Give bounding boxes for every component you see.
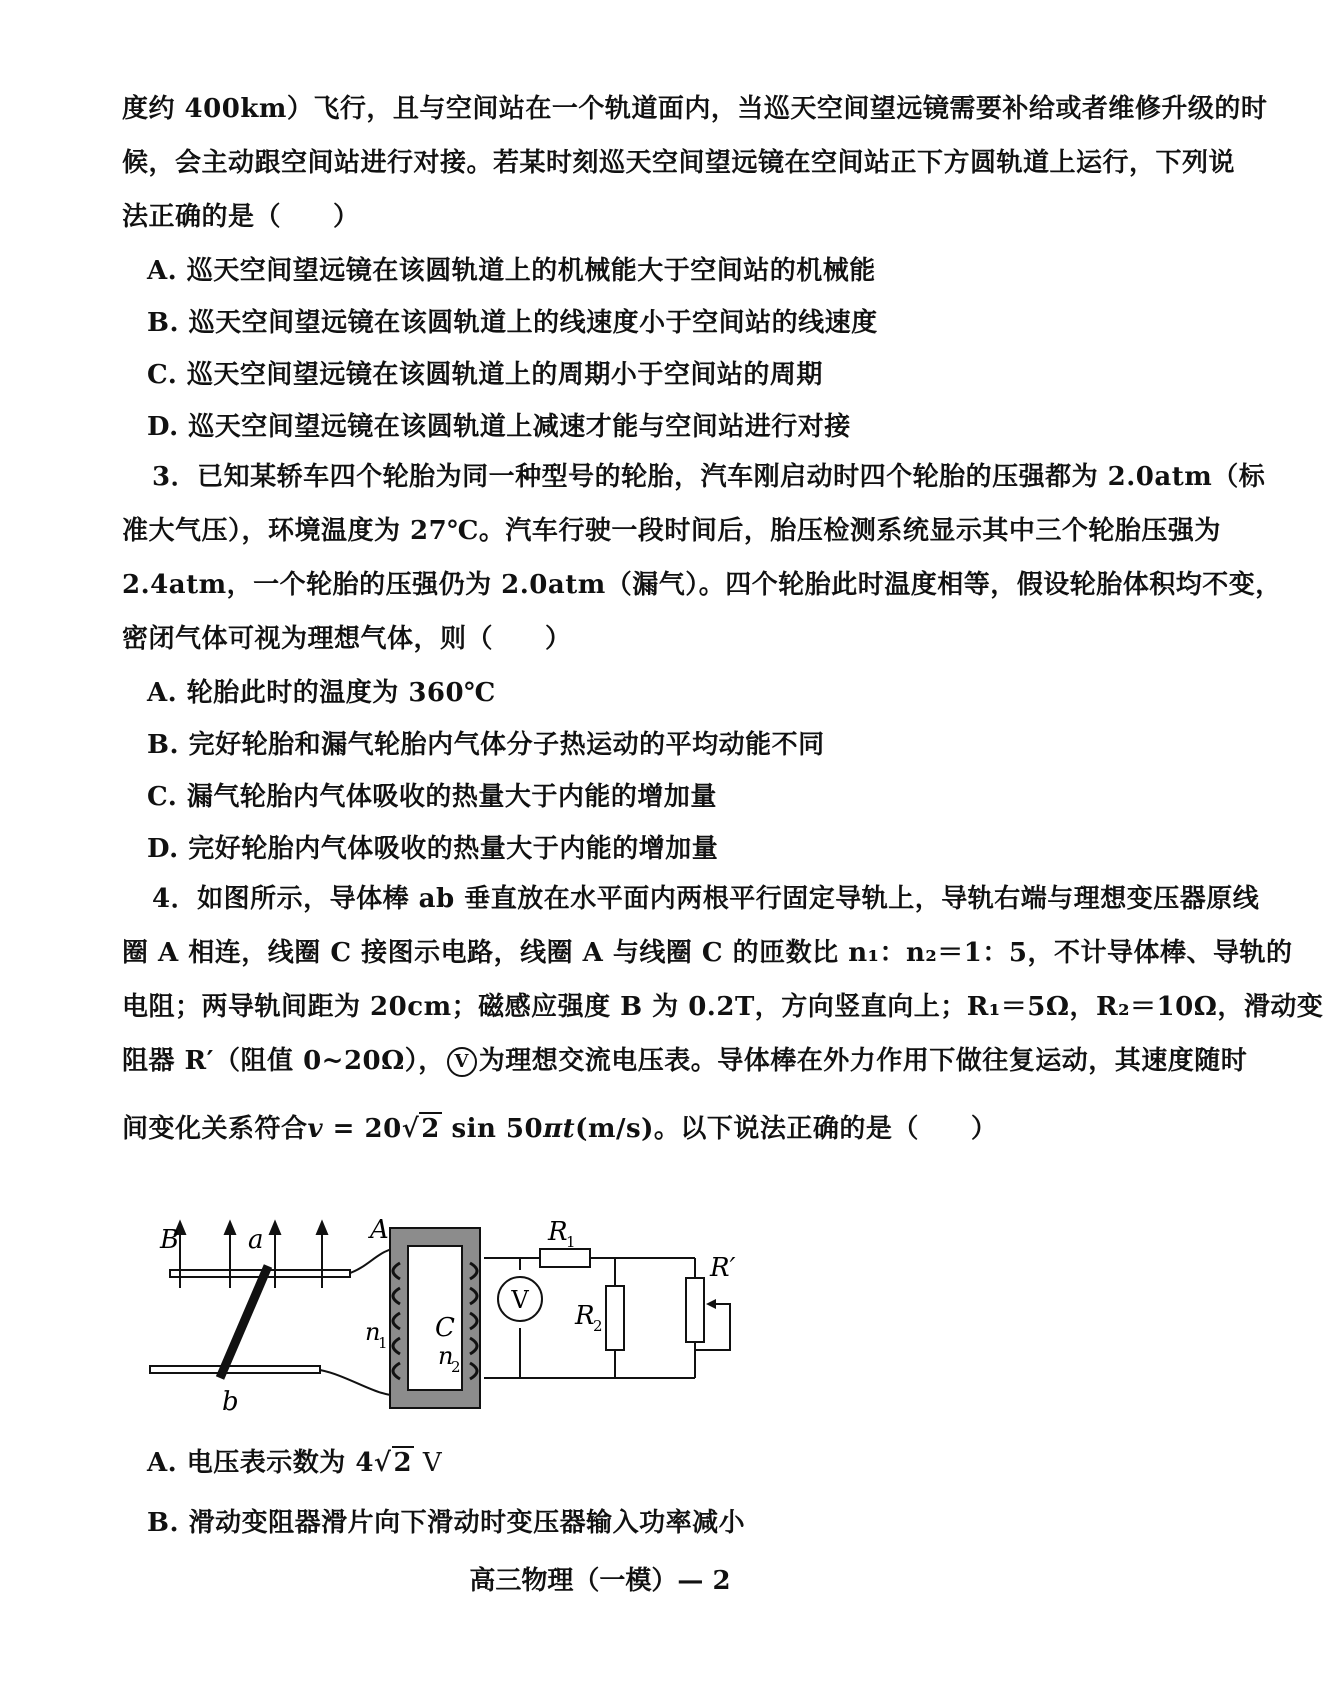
q3-option-d: D. 完好轮胎内气体吸收的热量大于内能的增加量 [147, 834, 719, 864]
q4-stem-4-pre: 阻器 R′（阻值 0~20Ω）， [122, 1046, 445, 1076]
q4-option-a [147, 1446, 1127, 1480]
q3-stem-line-1: 3．已知某轿车四个轮胎为同一种型号的轮胎，汽车刚启动时四个轮胎的压强都为 2.0atm（标 [152, 462, 1266, 492]
conductor-rod-ab [220, 1266, 268, 1378]
q4-stem-line-2: 圈 A 相连，线圈 C 接图示电路，线圈 A 与线圈 C 的匝数比 n₁：n₂＝1：5，不计导体棒、导轨的 [122, 938, 1293, 968]
label-n2: n [438, 1342, 454, 1370]
circuit-diagram [150, 1215, 770, 1418]
q4-stem-line-5 [122, 1112, 1102, 1146]
page-footer: 高三物理（一模）— 2 [469, 1566, 731, 1596]
lower-rail [150, 1366, 320, 1373]
q3-option-c: C. 漏气轮胎内气体吸收的热量大于内能的增加量 [147, 782, 717, 812]
label-a-end: a [248, 1225, 264, 1255]
label-b-field: B [160, 1225, 180, 1255]
label-b-end: b [222, 1387, 239, 1417]
rheostat-r-prime [686, 1278, 704, 1342]
q2-stem-line-1: 度约 400km）飞行，且与空间站在一个轨道面内，当巡天空间望远镜需要补给或者维修升级的时 [122, 94, 1268, 124]
velocity-unit: (m/s) [575, 1114, 654, 1144]
q2-stem-line-3 [122, 200, 1102, 234]
q3-stem-line-2: 准大气压），环境温度为 27℃。汽车行驶一段时间后，胎压检测系统显示其中三个轮胎压强为 [122, 516, 1221, 546]
q4-stem-paren: ） [970, 1114, 998, 1144]
q4-stem-line-1: 4．如图所示，导体棒 ab 垂直放在水平面内两根平行固定导轨上，导轨右端与理想变压器原线 [152, 884, 1260, 914]
q2-option-d: D. 巡天空间望远镜在该圆轨道上减速才能与空间站进行对接 [147, 412, 851, 442]
q3-stem-paren: ） [545, 624, 572, 654]
q4-option-a-text: A. 电压表示数为 4 [147, 1448, 374, 1478]
label-n2-sub: 2 [451, 1358, 461, 1376]
q4-option-a-unit: V [414, 1448, 443, 1478]
rheostat-slider [710, 1304, 730, 1330]
label-coil-a: A [370, 1215, 389, 1245]
label-r2: R [575, 1301, 595, 1331]
q3-stem-line-3: 2.4atm，一个轮胎的压强仍为 2.0atm（漏气）。四个轮胎此时温度相等，假设轮胎体积均不变， [122, 570, 1282, 600]
q2-stem-text: 法正确的是（ [122, 202, 282, 232]
label-coil-c: C [435, 1313, 455, 1343]
q4-stem-5-pre: 间变化关系符合 [122, 1114, 308, 1144]
q2-option-a: A. 巡天空间望远镜在该圆轨道上的机械能大于空间站的机械能 [147, 256, 876, 286]
label-r1: R [548, 1217, 568, 1247]
label-r1-sub: 1 [566, 1233, 576, 1251]
pi-t: πt [543, 1114, 576, 1144]
q3-stem-line-4 [122, 622, 1102, 656]
sqrt-argument: 2 [421, 1114, 440, 1144]
velocity-symbol: v [307, 1114, 324, 1144]
label-n1: n [365, 1318, 381, 1346]
resistor-r1 [540, 1249, 590, 1267]
label-n1-sub: 1 [378, 1334, 388, 1352]
q3-stem-text: 密闭气体可视为理想气体，则（ [122, 624, 494, 654]
q4-option-b: B. 滑动变阻器滑片向下滑动时变压器输入功率减小 [147, 1508, 746, 1538]
label-r-prime: R′ [710, 1253, 736, 1283]
q2-option-c: C. 巡天空间望远镜在该圆轨道上的周期小于空间站的周期 [147, 360, 823, 390]
label-r2-sub: 2 [593, 1317, 603, 1335]
q2-stem-line-2: 候，会主动跟空间站进行对接。若某时刻巡天空间望远镜在空间站正下方圆轨道上运行，下列说 [122, 148, 1236, 178]
wire-b [320, 1370, 400, 1396]
voltmeter-label: V [511, 1286, 529, 1314]
rheostat-slider-arrow [706, 1299, 716, 1309]
q4-stem-5-post: 。以下说法正确的是（ [653, 1114, 919, 1144]
q2-stem-paren: ） [333, 202, 360, 232]
sine-term: sin 50 [441, 1114, 544, 1144]
velocity-coefficient: = 20 [323, 1114, 402, 1144]
q3-option-a: A. 轮胎此时的温度为 360℃ [147, 678, 496, 708]
q4-stem-line-4 [122, 1044, 1248, 1078]
q3-option-b: B. 完好轮胎和漏气轮胎内气体分子热运动的平均动能不同 [147, 730, 825, 760]
q4-stem-line-3: 电阻；两导轨间距为 20cm；磁感应强度 B 为 0.2T，方向竖直向上；R₁＝5Ω，R₂＝10Ω，滑动变 [122, 992, 1323, 1022]
q4-stem-4-post: 为理想交流电压表。导体棒在外力作用下做往复运动，其速度随时 [478, 1046, 1248, 1076]
q2-option-b: B. 巡天空间望远镜在该圆轨道上的线速度小于空间站的线速度 [147, 308, 878, 338]
sqrt-argument-a: 2 [393, 1448, 413, 1478]
voltmeter-symbol-inline: V [447, 1047, 477, 1077]
resistor-r2 [606, 1286, 624, 1350]
sqrt-expression-a: √2 [373, 1448, 413, 1478]
sqrt-expression: √2 [401, 1114, 440, 1144]
